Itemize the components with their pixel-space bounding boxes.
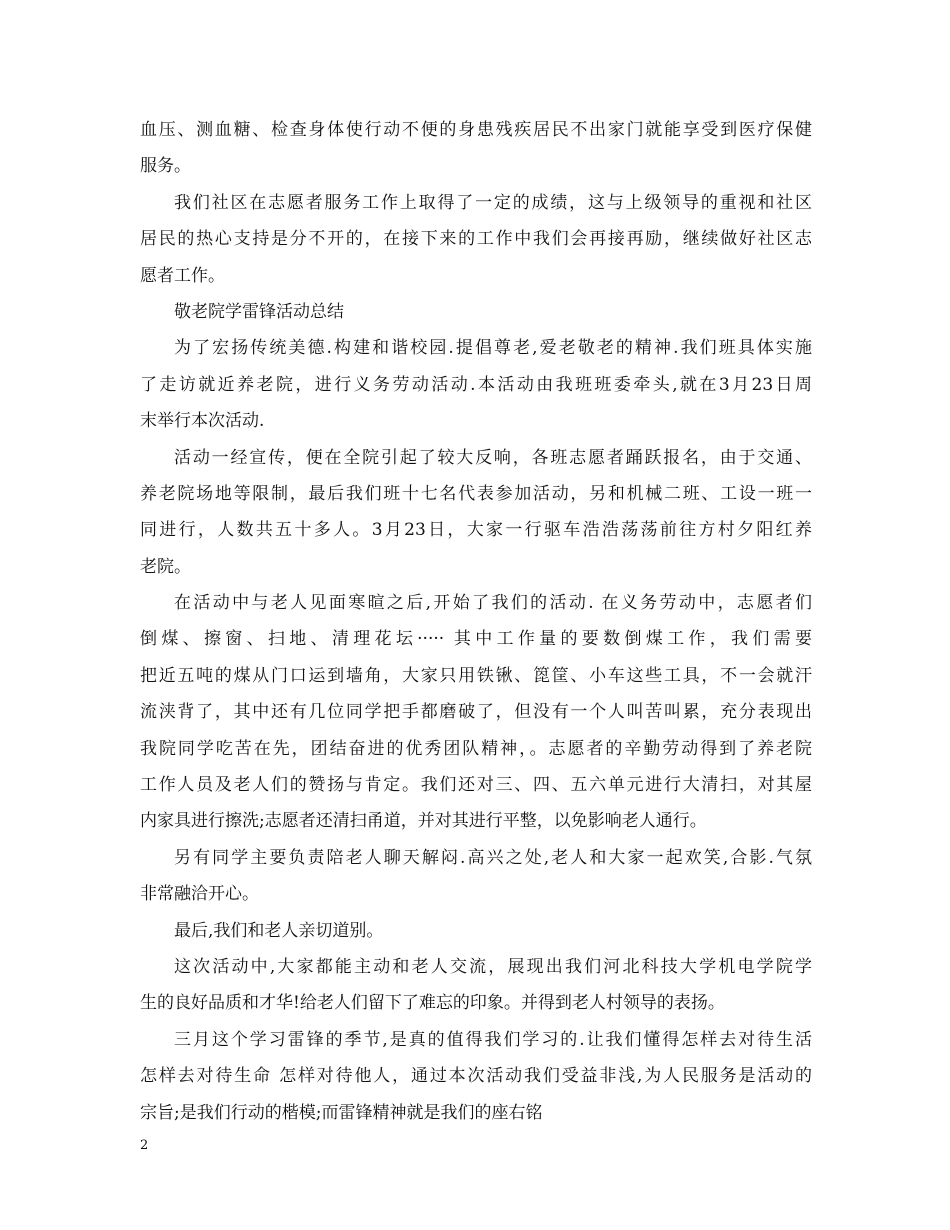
text-line: 非常融洽开心。 (140, 884, 259, 905)
text-line: 三月这个学习雷锋的季节,是真的值得我们学习的.让我们懂得怎样去对待生活 (174, 1029, 812, 1050)
text-line: 另有同学主要负责陪老人聊天解闷.高兴之处,老人和大家一起欢笑,合影.气氛 (174, 847, 812, 868)
text-line: 最后,我们和老人亲切道别。 (174, 920, 384, 941)
text-line: 这次活动中,大家都能主动和老人交流，展现出我们河北科技大学机电学院学 (174, 956, 812, 977)
document-body (140, 112, 812, 1131)
text-line: 倒煤、擦窗、扫地、清理花坛····· 其中工作量的要数倒煤工作，我们需要 (140, 629, 812, 650)
text-line: 怎样去对待生命 怎样对待他人，通过本次活动我们受益非浅,为人民服务是活动的 (140, 1066, 812, 1087)
text-line: 内家具进行擦洗;志愿者还清扫甬道，并对其进行平整，以免影响老人通行。 (140, 811, 707, 832)
text-line: 居民的热心支持是分不开的，在接下来的工作中我们会再接再励，继续做好社区志 (140, 229, 812, 250)
text-line: 为了宏扬传统美德.构建和谐校园.提倡尊老,爱老敬老的精神.我们班具体实施 (174, 338, 812, 359)
text-line: 养老院场地等限制，最后我们班十七名代表参加活动，另和机械二班、工设一班一 (140, 483, 812, 504)
text-line: 活动一经宣传，便在全院引起了较大反响，各班志愿者踊跃报名，由于交通、 (174, 447, 812, 468)
text-line: 生的良好品质和才华!给老人们留下了难忘的印象。并得到老人村领导的表扬。 (140, 993, 725, 1014)
text-line: 服务。 (140, 156, 191, 177)
text-line: 工作人员及老人们的赞扬与肯定。我们还对三、四、五六单元进行大清扫，对其屋 (140, 775, 812, 796)
text-line: 血压、测血糖、检查身体使行动不便的身患残疾居民不出家门就能享受到医疗保健 (140, 120, 812, 140)
text-line: 老院。 (140, 556, 191, 577)
text-line: 了走访就近养老院，进行义务劳动活动.本活动由我班班委牵头,就在3月23日周 (140, 374, 812, 395)
page-number: 2 (140, 1138, 149, 1153)
text-line: 愿者工作。 (140, 265, 225, 286)
text-line: 把近五吨的煤从门口运到墙角，大家只用铁锹、箆筐、小车这些工具，不一会就汗 (140, 665, 812, 686)
text-line: 宗旨;是我们行动的楷模;而雷锋精神就是我们的座右铭 (140, 1102, 543, 1123)
text-line: 我院同学吃苦在先，团结奋进的优秀团队精神，。志愿者的辛勤劳动得到了养老院 (140, 738, 812, 759)
text-line: 在活动中与老人见面寒暄之后,开始了我们的活动. 在义务劳动中，志愿者们 (174, 593, 812, 614)
text-line: 流浃背了，其中还有几位同学把手都磨破了，但没有一个人叫苦叫累，充分表现出 (140, 702, 812, 723)
text-line: 同进行，人数共五十多人。3月23日，大家一行驱车浩浩荡荡前往方村夕阳红养 (140, 520, 812, 541)
section-heading: 敬老院学雷锋活动总结 (174, 301, 344, 322)
text-line: 末举行本次活动. (140, 411, 265, 432)
text-line: 我们社区在志愿者服务工作上取得了一定的成绩，这与上级领导的重视和社区 (174, 192, 812, 213)
